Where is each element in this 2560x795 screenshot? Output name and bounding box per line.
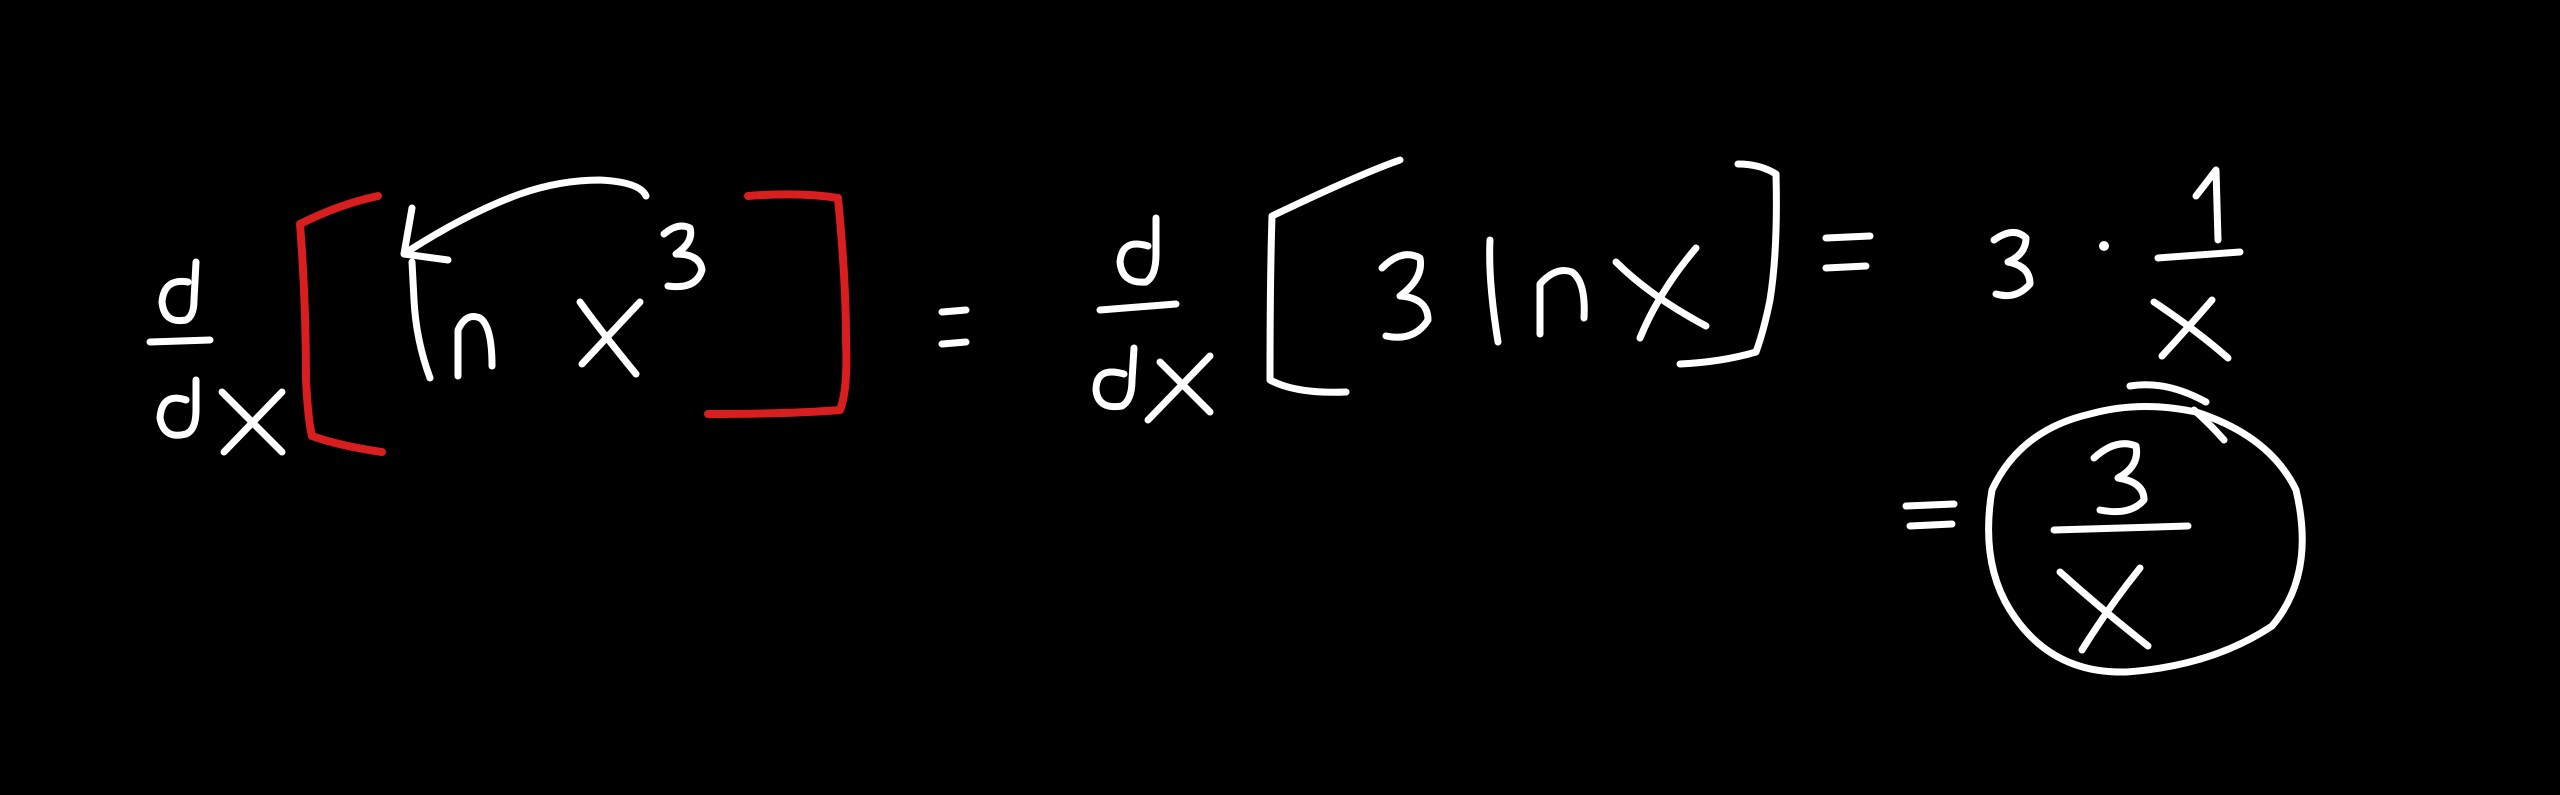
three-ln-x bbox=[1382, 240, 1706, 342]
ln-x-cubed bbox=[412, 226, 702, 378]
final-answer bbox=[1989, 406, 2303, 672]
red-left-bracket bbox=[300, 196, 382, 452]
three-times-one-over-x bbox=[1994, 170, 2240, 440]
derivative-operator-2 bbox=[1096, 218, 1210, 420]
derivative-operator-1 bbox=[150, 262, 282, 452]
curved-arrow bbox=[404, 180, 646, 260]
red-right-bracket bbox=[708, 194, 846, 414]
white-left-bracket bbox=[1270, 160, 1400, 392]
white-right-bracket bbox=[1680, 164, 1776, 364]
equals-sign-3 bbox=[1906, 504, 1954, 526]
equals-sign-2 bbox=[1826, 236, 1870, 268]
equals-sign-1 bbox=[942, 310, 966, 344]
